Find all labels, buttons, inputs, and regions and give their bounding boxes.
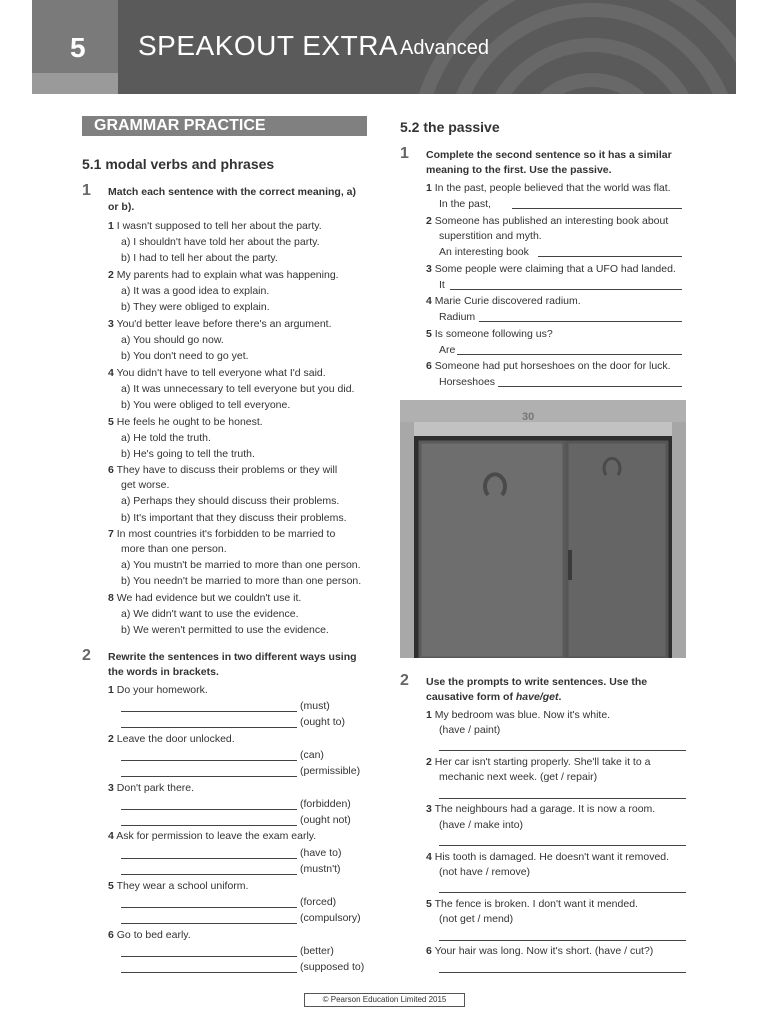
exercise-instruction: Complete the second sentence so it has a similar bbox=[426, 149, 672, 161]
answer-line[interactable] bbox=[121, 809, 297, 810]
photo-house-number: 30 bbox=[522, 411, 535, 423]
item-number: 3 bbox=[108, 318, 114, 330]
prompt-word: (must) bbox=[300, 700, 330, 712]
item-number: 6 bbox=[426, 360, 432, 372]
exercise-number: 2 bbox=[400, 672, 409, 689]
item-sentence: My parents had to explain what was happening. bbox=[116, 269, 339, 281]
option-a: a) It was a good idea to explain. bbox=[121, 285, 270, 297]
exercise-number: 1 bbox=[400, 145, 409, 162]
option-b: b) I had to tell her about the party. bbox=[121, 252, 278, 264]
item-number: 7 bbox=[108, 528, 114, 540]
answer-line[interactable] bbox=[457, 354, 682, 355]
answer-line[interactable] bbox=[439, 892, 686, 893]
item-number: 2 bbox=[108, 733, 114, 745]
item-number: 5 bbox=[426, 898, 432, 910]
section-heading-passive: 5.2 the passive bbox=[400, 119, 500, 135]
item-sentence: Do your homework. bbox=[116, 684, 208, 696]
item-number: 5 bbox=[108, 880, 114, 892]
answer-line[interactable] bbox=[121, 874, 297, 875]
option-a: a) He told the truth. bbox=[121, 432, 211, 444]
exercise-instruction: or b). bbox=[108, 201, 135, 213]
item-sentence-cont: get worse. bbox=[121, 479, 170, 491]
item-number: 2 bbox=[108, 269, 114, 281]
answer-line[interactable] bbox=[121, 858, 297, 859]
item-number: 4 bbox=[108, 830, 114, 842]
item-sentence: Leave the door unlocked. bbox=[116, 733, 235, 745]
answer-line[interactable] bbox=[121, 972, 297, 973]
photo-door-with-horseshoes bbox=[400, 400, 686, 658]
item-sentence: Some people were claiming that a UFO had landed. bbox=[434, 263, 676, 275]
exercise-instruction: Use the prompts to write sentences. Use the bbox=[426, 676, 648, 688]
item-prompt: (not get / mend) bbox=[439, 913, 514, 925]
answer-line[interactable] bbox=[121, 923, 297, 924]
sentence-start: In the past, bbox=[439, 198, 491, 210]
prompt-word: (compulsory) bbox=[300, 912, 361, 924]
prompt-word: (can) bbox=[300, 749, 324, 761]
item-prompt: mechanic next week. (get / repair) bbox=[439, 771, 598, 783]
prompt-word: (supposed to) bbox=[300, 961, 365, 973]
item-sentence: In the past, people believed that the world was flat. bbox=[434, 182, 671, 194]
instruction-text: causative form of bbox=[426, 691, 516, 703]
item-number: 3 bbox=[108, 782, 114, 794]
item-number: 6 bbox=[108, 464, 114, 476]
item-number: 1 bbox=[426, 709, 432, 721]
answer-line[interactable] bbox=[439, 972, 686, 973]
answer-line[interactable] bbox=[121, 907, 297, 908]
item-sentence: He feels he ought to be honest. bbox=[116, 416, 263, 428]
item-prompt: (not have / remove) bbox=[439, 866, 531, 878]
item-sentence: They have to discuss their problems or they will bbox=[116, 464, 338, 476]
sentence-start: It bbox=[439, 279, 445, 291]
option-b: b) You were obliged to tell everyone. bbox=[121, 399, 291, 411]
item-number: 1 bbox=[108, 220, 114, 232]
item-sentence: Is someone following us? bbox=[434, 328, 553, 340]
item-sentence: Go to bed early. bbox=[116, 929, 191, 941]
item-number: 5 bbox=[108, 416, 114, 428]
option-b: b) It's important that they discuss their problems. bbox=[121, 512, 347, 524]
answer-line[interactable] bbox=[538, 256, 682, 257]
page-header bbox=[32, 0, 736, 94]
item-sentence: I wasn't supposed to tell her about the party. bbox=[116, 220, 322, 232]
item-sentence: We had evidence but we couldn't use it. bbox=[116, 592, 302, 604]
answer-line[interactable] bbox=[439, 798, 686, 799]
option-b: b) He's going to tell the truth. bbox=[121, 448, 255, 460]
copyright-footer: © Pearson Education Limited 2015 bbox=[304, 993, 465, 1007]
instruction-emphasis: have/get bbox=[515, 691, 559, 703]
item-sentence: In most countries it's forbidden to be married to bbox=[116, 528, 336, 540]
item-sentence: The neighbours had a garage. It is now a room. bbox=[434, 803, 656, 815]
item-sentence: His tooth is damaged. He doesn't want it removed. bbox=[434, 851, 670, 863]
unit-number: 5 bbox=[70, 32, 86, 63]
option-b: b) You needn't be married to more than one person. bbox=[121, 575, 362, 587]
answer-line[interactable] bbox=[479, 321, 682, 322]
exercise-number: 1 bbox=[82, 182, 91, 199]
item-sentence: You'd better leave before there's an argument. bbox=[116, 318, 332, 330]
item-sentence: Someone had put horseshoes on the door for luck. bbox=[434, 360, 671, 372]
option-b: b) We weren't permitted to use the evidence. bbox=[121, 624, 329, 636]
answer-line[interactable] bbox=[450, 289, 682, 290]
option-a: a) I shouldn't have told her about the party. bbox=[121, 236, 320, 248]
option-b: b) They were obliged to explain. bbox=[121, 301, 270, 313]
answer-line[interactable] bbox=[121, 956, 297, 957]
header-title: SPEAKOUT EXTRA bbox=[138, 30, 399, 61]
prompt-word: (ought not) bbox=[300, 814, 351, 826]
answer-line[interactable] bbox=[121, 776, 297, 777]
answer-line[interactable] bbox=[121, 727, 297, 728]
item-sentence: Marie Curie discovered radium. bbox=[434, 295, 581, 307]
item-number: 4 bbox=[108, 367, 114, 379]
item-number: 2 bbox=[426, 215, 432, 227]
answer-line[interactable] bbox=[121, 760, 297, 761]
sentence-start: Are bbox=[439, 344, 456, 356]
item-sentence-cont: superstition and myth. bbox=[439, 230, 542, 242]
prompt-word: (have to) bbox=[300, 847, 342, 859]
item-sentence: You didn't have to tell everyone what I'd said. bbox=[116, 367, 326, 379]
answer-line[interactable] bbox=[439, 750, 686, 751]
answer-line[interactable] bbox=[439, 845, 686, 846]
prompt-word: (ought to) bbox=[300, 716, 345, 728]
header-level: Advanced bbox=[400, 37, 489, 59]
exercise-instruction: meaning to the first. Use the passive. bbox=[426, 164, 612, 176]
item-number: 1 bbox=[108, 684, 114, 696]
exercise-number: 2 bbox=[82, 647, 91, 664]
exercise-instruction: Match each sentence with the correct meaning, a) bbox=[108, 186, 356, 198]
item-number: 2 bbox=[426, 756, 432, 768]
item-number: 6 bbox=[108, 929, 114, 941]
grammar-practice-banner: GRAMMAR PRACTICE bbox=[82, 116, 367, 136]
item-sentence: My bedroom was blue. Now it's white. bbox=[434, 709, 611, 721]
option-a: a) You mustn't be married to more than one person. bbox=[121, 559, 361, 571]
prompt-word: (better) bbox=[300, 945, 334, 957]
sentence-start: Horseshoes bbox=[439, 376, 496, 388]
item-number: 6 bbox=[426, 945, 432, 957]
instruction-text: . bbox=[558, 691, 562, 703]
exercise-instruction: the words in brackets. bbox=[108, 666, 219, 678]
item-number: 1 bbox=[426, 182, 432, 194]
item-number: 3 bbox=[426, 803, 432, 815]
item-sentence: Her car isn't starting properly. She'll take it to a bbox=[434, 756, 651, 768]
answer-line[interactable] bbox=[512, 208, 682, 209]
item-sentence: Ask for permission to leave the exam early. bbox=[116, 830, 317, 842]
exercise-instruction: Rewrite the sentences in two different ways using bbox=[108, 651, 357, 663]
item-number: 5 bbox=[426, 328, 432, 340]
option-a: a) Perhaps they should discuss their problems. bbox=[121, 495, 340, 507]
item-prompt: (have / paint) bbox=[439, 724, 501, 736]
item-sentence: Your hair was long. Now it's short. (have / cut?) bbox=[434, 945, 654, 957]
option-a: a) You should go now. bbox=[121, 334, 224, 346]
item-sentence: They wear a school uniform. bbox=[116, 880, 249, 892]
answer-line[interactable] bbox=[498, 386, 682, 387]
section-heading-modal-verbs: 5.1 modal verbs and phrases bbox=[82, 156, 275, 172]
exercise-instruction bbox=[426, 690, 561, 705]
item-number: 3 bbox=[426, 263, 432, 275]
answer-line[interactable] bbox=[121, 711, 297, 712]
answer-line[interactable] bbox=[121, 825, 297, 826]
item-number: 4 bbox=[426, 851, 432, 863]
option-a: a) We didn't want to use the evidence. bbox=[121, 608, 299, 620]
item-sentence: Don't park there. bbox=[116, 782, 195, 794]
item-sentence: Someone has published an interesting book about bbox=[434, 215, 669, 227]
item-sentence-cont: more than one person. bbox=[121, 543, 227, 555]
prompt-word: (permissible) bbox=[300, 765, 361, 777]
item-number: 8 bbox=[108, 592, 114, 604]
prompt-word: (mustn't) bbox=[300, 863, 341, 875]
sentence-start: Radium bbox=[439, 311, 476, 323]
sentence-start: An interesting book bbox=[439, 246, 529, 258]
prompt-word: (forbidden) bbox=[300, 798, 351, 810]
item-sentence: The fence is broken. I don't want it mended. bbox=[434, 898, 638, 910]
item-prompt: (have / make into) bbox=[439, 819, 524, 831]
option-a: a) It was unnecessary to tell everyone but you did. bbox=[121, 383, 355, 395]
item-number: 4 bbox=[426, 295, 432, 307]
option-b: b) You don't need to go yet. bbox=[121, 350, 249, 362]
prompt-word: (forced) bbox=[300, 896, 337, 908]
answer-line[interactable] bbox=[439, 940, 686, 941]
